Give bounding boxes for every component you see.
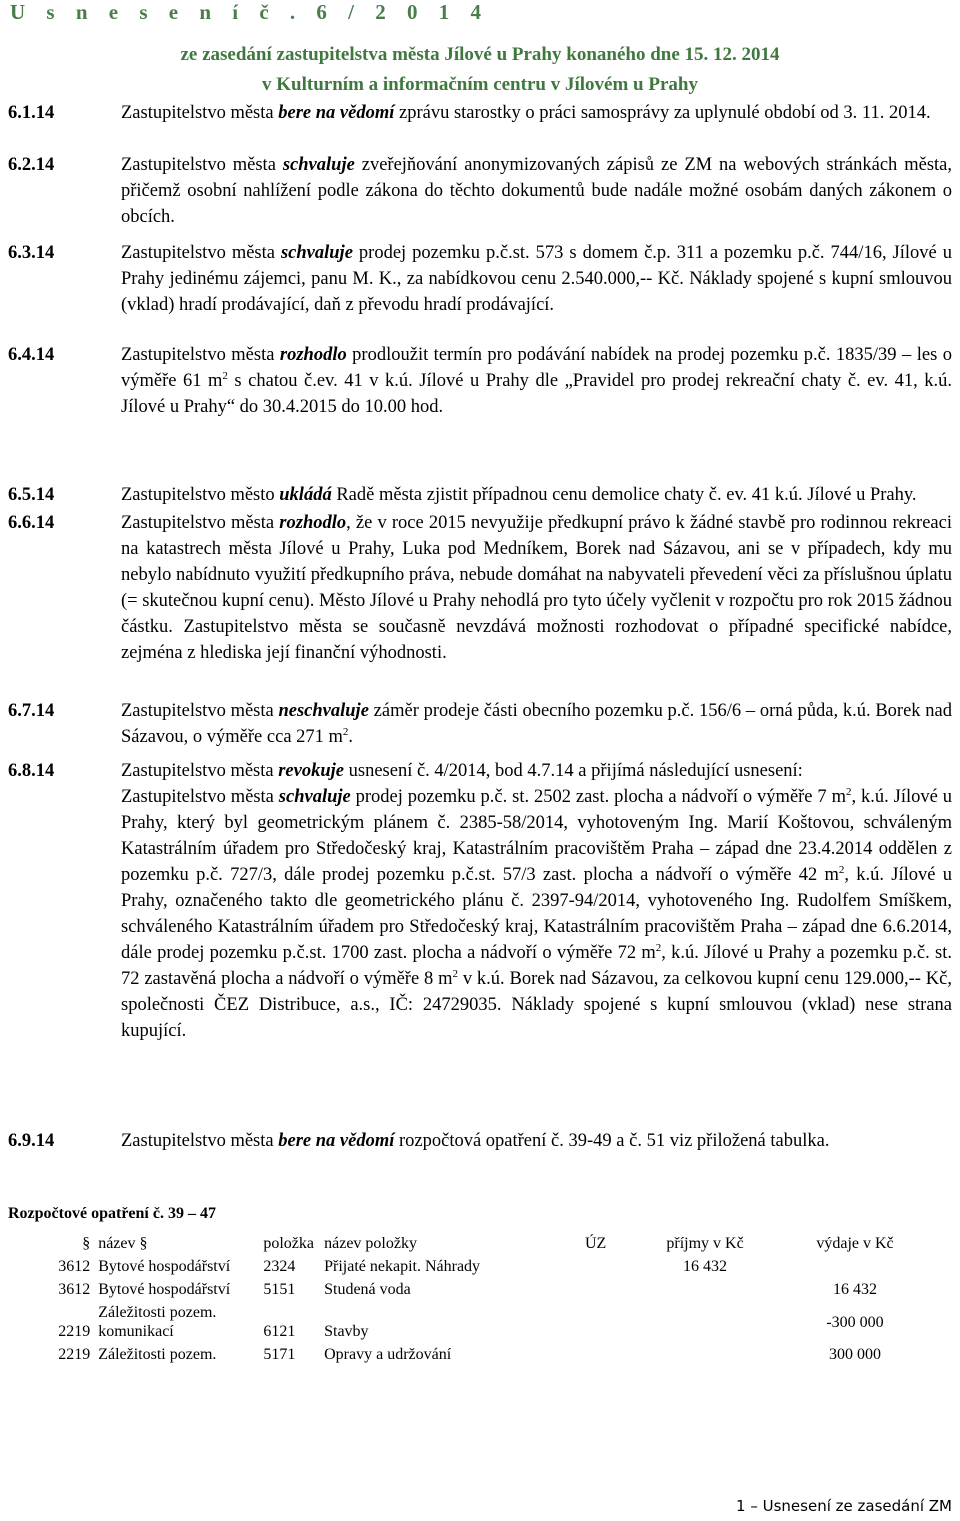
budget-table — [0, 1232, 930, 1366]
resolution-number: 6.6.14 — [8, 513, 55, 533]
resolution-text: Zastupitelstvo města schvaluje zveřejňování anonymizovaných zápisů ze ZM na webových stránkách města, přičemž osobní nahlížení podle zákona do těchto dokumentů bude nadále možné osobám daných zákonem o obcích. — [121, 155, 952, 227]
meeting-venue: v Kulturním a informačním centru v Jílovém u Prahy — [262, 74, 698, 95]
col-header-expense: výdaje v Kč — [816, 1235, 894, 1252]
row-uz — [561, 1301, 630, 1343]
row-expense: 300 000 — [829, 1346, 881, 1363]
row-par: 3612 — [58, 1281, 91, 1298]
row-item: 6121 — [263, 1323, 296, 1340]
row-item-name: Opravy a udržování — [324, 1346, 452, 1363]
row-income — [630, 1301, 780, 1343]
col-header-item: položka — [263, 1235, 314, 1252]
row-par: 2219 — [58, 1346, 91, 1363]
col-header-uz: ÚZ — [584, 1235, 607, 1252]
row-par: 3612 — [58, 1258, 91, 1275]
row-par: 2219 — [58, 1323, 91, 1340]
row-name: Záležitosti pozem. — [98, 1346, 217, 1363]
resolution-number: 6.2.14 — [8, 155, 55, 175]
budget-row — [0, 1278, 930, 1301]
row-income: 16 432 — [683, 1258, 728, 1275]
col-header-name: název § — [98, 1235, 148, 1252]
row-uz — [561, 1343, 630, 1366]
resolution-number: 6.4.14 — [8, 345, 55, 365]
row-income — [630, 1278, 780, 1301]
col-header-par: § — [82, 1235, 91, 1252]
resolution-text: Zastupitelstvo města bere na vědomí zprávu starostky o práci samosprávy za uplynulé období od 3. 11. 2014. — [121, 103, 931, 123]
resolution-number: 6.5.14 — [8, 485, 55, 505]
row-item: 2324 — [263, 1258, 296, 1275]
resolution-text: Zastupitelstvo města schvaluje prodej pozemku p.č.st. 573 s domem č.p. 311 a pozemku p.č. 744/16, Jílové u Prahy jedinému zájemci, panu M. K., za nabídkovou cenu 2.540.000,-- Kč. Náklady spojené s kupní smlouvou (vklad) hradí prodávající, daň z převodu hradí prodávající. — [121, 243, 952, 315]
row-expense — [780, 1255, 930, 1278]
meeting-subtitle: ze zasedání zastupitelstva města Jílové u Prahy konaného dne 15. 12. 2014 — [180, 44, 780, 65]
row-name: Záležitosti pozem. komunikací — [98, 1304, 217, 1340]
row-name: Bytové hospodářství — [98, 1281, 231, 1298]
row-expense: -300 000 — [826, 1313, 884, 1331]
resolution-number: 6.9.14 — [8, 1131, 55, 1151]
resolution-number: 6.1.14 — [8, 103, 55, 123]
budget-header-row — [0, 1232, 930, 1255]
document-title: U s n e s e n í č . 6 / 2 0 1 4 — [10, 0, 489, 24]
resolution-text: Zastupitelstvo města bere na vědomí rozpočtová opatření č. 39-49 a č. 51 viz přiložená tabulka. — [121, 1131, 830, 1151]
budget-row — [0, 1301, 930, 1343]
row-item: 5151 — [263, 1281, 296, 1298]
row-uz — [561, 1278, 630, 1301]
resolution-number: 6.3.14 — [8, 243, 55, 263]
row-income — [630, 1343, 780, 1366]
row-item-name: Studená voda — [324, 1281, 411, 1298]
row-name: Bytové hospodářství — [98, 1258, 231, 1275]
resolution-text: Zastupitelstvo města revokuje usnesení č. 4/2014, bod 4.7.14 a přijímá následující usnesení: Zastupitelstvo města schvaluje prodej pozemku p.č. st. 2502 zast. plocha a nádvoří o výměře 7 $m^2$, k.ú. Jílové u Prahy, který byl geometrickým plánem č. 2385-58/2014, vyhotoveným Ing. Marií Koštovou, schváleným Katastrálním úřadem pro Středočeský kraj, Katastrálním pracovištěm Praha – západ dne 23.4.2014 oddělen z pozemku p.č. 727/3, dále prodej pozemku p.č.st. 57/3 zast. plocha a nádvoří o výměře 42 $m^2$, k.ú. Jílové u Prahy, označeného takto dle geometrického plánu č. 2397-94/2014, vyhotoveného Ing. Rudolfem Smíškem, schváleného Katastrálním úřadem pro Středočeský kraj, Katastrálním pracovištěm Praha – západ dne 6.6.2014, dále prodej pozemku p.č.st. 1700 zast. plocha a nádvoří o výměře 72 $m^2$, k.ú. Jílové u Prahy a pozemku p.č. st. 72 zastavěná plocha a nádvoří o výměře 8 $m^2$ v k.ú. Borek nad Sázavou, za celkovou kupní cenu 129.000,-- Kč, společnosti ČEZ Distribuce, a.s., IČ: 24729035. Náklady spojené s kupní smlouvou (vklad) nese strana kupující. — [121, 761, 952, 1041]
col-header-income: příjmy v Kč — [666, 1235, 744, 1252]
resolution-text: Zastupitelstvo města rozhodlo, že v roce 2015 nevyužije předkupní právo k žádné stavbě pro rodinnou rekreaci na katastrech města Jílové u Prahy, Luka pod Medníkem, Borek nad Sázavou, ani se v případech, kdy mu nebylo nabídnuto využití předkupního práva, nebude domáhat na nabyvateli převedení věci za příslušnou úplatu (= skutečnou kupní cenu). Město Jílové u Prahy nehodlá pro tyto účely vyčlenit v rozpočtu pro rok 2015 žádnou částku. Zastupitelstvo města se současně nevzdává možnosti rozhodovat o případné specifické nabídce, zejména z hlediska její finanční výhodnosti. — [121, 513, 952, 663]
col-header-item-name: název položky — [324, 1235, 417, 1252]
row-item-name: Stavby — [324, 1323, 369, 1340]
row-item-name: Přijaté nekapit. Náhrady — [324, 1258, 481, 1275]
resolution-text: Zastupitelstvo město ukládá Radě města zjistit případnou cenu demolice chaty č. ev. 41 k.ú. Jílové u Prahy. — [121, 485, 917, 505]
budget-row — [0, 1343, 930, 1366]
page-footer: 1 – Usnesení ze zasedání ZM — [736, 1497, 952, 1515]
resolution-number: 6.7.14 — [8, 701, 55, 721]
resolution-number: 6.8.14 — [8, 761, 55, 781]
resolution-text: Zastupitelstvo města neschvaluje záměr prodeje části obecního pozemku p.č. 156/6 – orná půda, k.ú. Borek nad Sázavou, o výměře cca 271 $m^2$. — [121, 701, 952, 747]
resolution-text: Zastupitelstvo města rozhodlo prodloužit termín pro podávání nabídek na prodej pozemku p.č. 1835/39 – les o výměře 61 $m^2$ s chatou č.ev. 41 v k.ú. Jílové u Prahy dle „Pravidel pro prodej rekreační chaty č. ev. 41, k.ú. Jílové u Prahy“ do 30.4.2015 do 10.00 hod. — [121, 345, 952, 417]
budget-row — [0, 1255, 930, 1278]
row-expense: 16 432 — [833, 1281, 877, 1298]
row-item: 5171 — [263, 1346, 296, 1363]
row-uz — [561, 1255, 630, 1278]
budget-title: Rozpočtové opatření č. 39 – 47 — [8, 1205, 216, 1222]
